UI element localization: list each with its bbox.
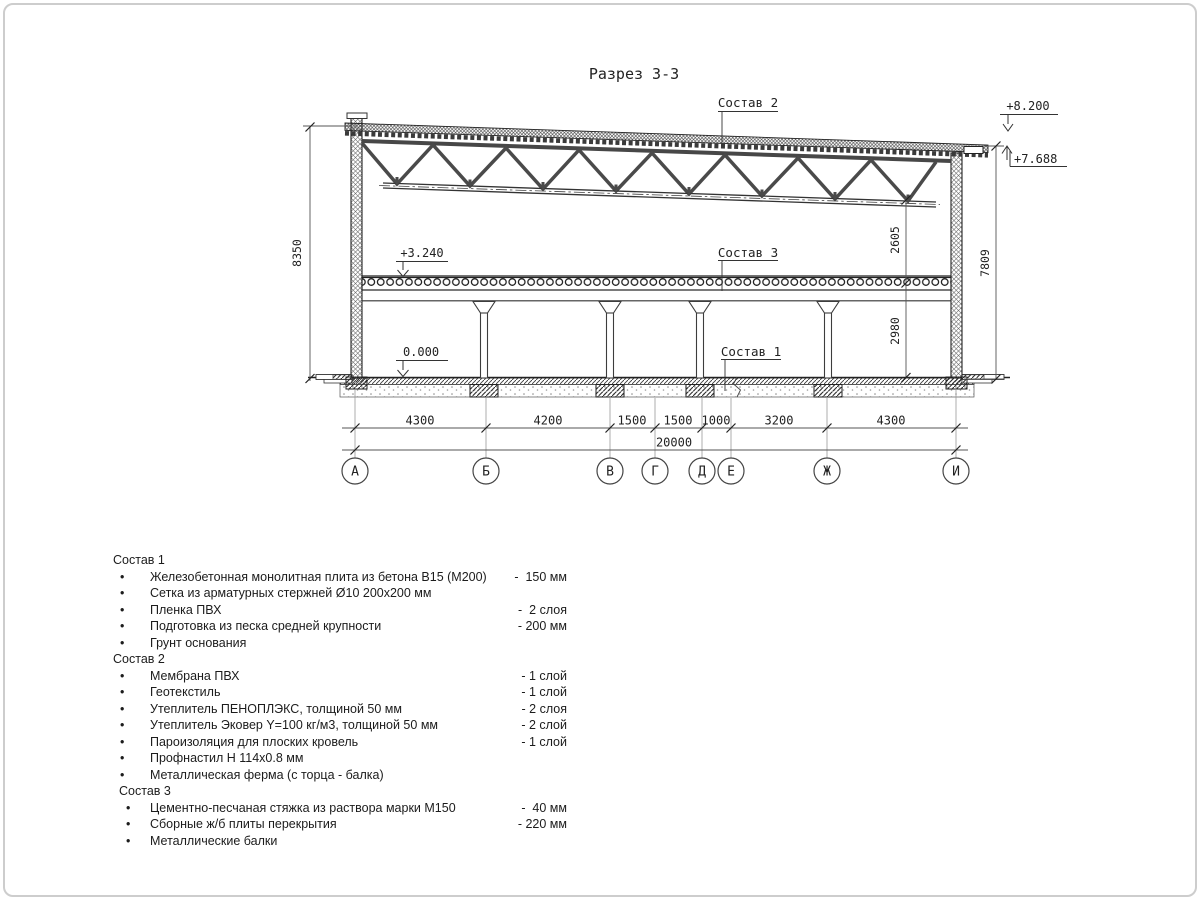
dimension-right: [964, 142, 1004, 384]
note-item: [113, 618, 567, 635]
axis-label: Д: [698, 464, 706, 480]
dimension-left: [290, 123, 350, 384]
note-item: [113, 684, 567, 701]
dim-lower: 2980: [888, 317, 902, 345]
span-labels: [406, 414, 906, 450]
label-sostav-1: Состав 1: [720, 344, 782, 359]
columns: [473, 302, 839, 379]
note-item-spec: - 220 мм: [517, 817, 567, 831]
note-item-name: • Подготовка из песка средней крупности: [150, 619, 382, 633]
dim-span: 4300: [405, 413, 435, 428]
ground-floor: [308, 375, 1010, 398]
composition-notes: [113, 552, 567, 849]
truss-bottom-chord: [379, 183, 940, 207]
notes-header-sostav1: Состав 1: [113, 553, 165, 567]
note-item: [113, 750, 567, 767]
axis-label: Е: [727, 464, 735, 480]
note-item: [113, 816, 567, 833]
note-item-name: • Геотекстиль: [150, 685, 221, 699]
axis-label: Б: [482, 464, 490, 480]
note-item-spec: - 1 слой: [521, 685, 567, 699]
note-item: [113, 635, 567, 652]
note-item-name: • Грунт основания: [150, 635, 247, 650]
note-item-spec: - 2 слоя: [521, 701, 567, 716]
axis-label: Ж: [823, 464, 831, 480]
note-item-name: • Сборные ж/б плиты перекрытия: [150, 817, 337, 831]
label-sostav-3: Состав 3: [717, 245, 779, 260]
label-sostav-2: Состав 2: [717, 95, 779, 110]
note-item: [113, 602, 567, 619]
note-item: [113, 800, 567, 817]
note-item: [113, 569, 567, 586]
dim-span: 3200: [764, 413, 794, 428]
floor-slab: [362, 276, 951, 301]
dim-left-total: 8350: [290, 239, 304, 267]
note-item-name: • Металлическая ферма (с торца - балка): [150, 767, 384, 782]
note-item-spec: - 200 мм: [517, 619, 567, 633]
axis-label: В: [606, 464, 614, 480]
axis-label: И: [952, 464, 960, 480]
dimensions-bottom: [342, 390, 968, 458]
drawing-title: Разрез 3-3: [588, 65, 680, 83]
elevation-floor: +3.240: [400, 246, 444, 260]
note-item-name: • Железобетонная монолитная плита из бетона В15 (М200): [150, 569, 487, 584]
note-item: [113, 585, 567, 602]
note-item-name: • Мембрана ПВХ: [150, 668, 240, 683]
elevation-roof-edge: +7.688: [1014, 152, 1058, 166]
note-item: [113, 701, 567, 718]
right-wall: [951, 153, 962, 378]
dim-span: 1000: [701, 413, 731, 428]
axis-label: А: [351, 464, 359, 480]
note-item-spec: - 2 слоя: [518, 602, 567, 617]
note-item-spec: - 40 мм: [521, 800, 567, 815]
axis-circles: [342, 458, 969, 484]
left-wall: [347, 113, 367, 378]
note-item: [113, 833, 567, 850]
note-item-spec: - 2 слой: [521, 718, 567, 732]
elevation-parapet: +8.200: [1006, 99, 1050, 113]
dim-upper: 2605: [888, 226, 902, 254]
note-item: [113, 767, 567, 784]
notes-header-sostav3: Состав 3: [119, 784, 171, 798]
note-item-spec: - 150 мм: [514, 569, 567, 584]
note-item-spec: - 1 слой: [521, 668, 567, 683]
dim-span: 4200: [533, 413, 563, 428]
dim-span: 4300: [876, 413, 906, 428]
dim-right-total: 7809: [978, 249, 992, 277]
note-item-name: • Пароизоляция для плоских кровель: [150, 734, 359, 749]
note-item: [113, 734, 567, 751]
roof-edge-cap: [964, 147, 983, 154]
dim-overall: 20000: [655, 435, 693, 450]
note-item-name: • Утеплитель Эковер Y=100 кг/м3, толщиной 50 мм: [150, 718, 439, 732]
elevation-ground: 0.000: [402, 345, 440, 359]
note-item-name: • Утеплитель ПЕНОПЛЭКС, толщиной 50 мм: [150, 701, 402, 716]
note-item-name: • Пленка ПВХ: [150, 602, 222, 617]
note-item-name: • Металлические балки: [150, 833, 278, 848]
dim-span: 1500: [617, 413, 647, 428]
note-item-name: • Профнастил Н 114x0.8 мм: [150, 751, 304, 765]
axis-label: Г: [651, 464, 659, 480]
note-item-name: • Цементно-песчаная стяжка из раствора марки М150: [150, 800, 456, 815]
note-item-name: • Сетка из арматурных стержней Ø10 200x200 мм: [150, 586, 432, 600]
dim-span: 1500: [663, 413, 693, 428]
note-item: [113, 717, 567, 734]
note-item-spec: - 1 слой: [521, 734, 567, 749]
note-item: [113, 668, 567, 685]
notes-header-sostav2: Состав 2: [113, 652, 165, 666]
